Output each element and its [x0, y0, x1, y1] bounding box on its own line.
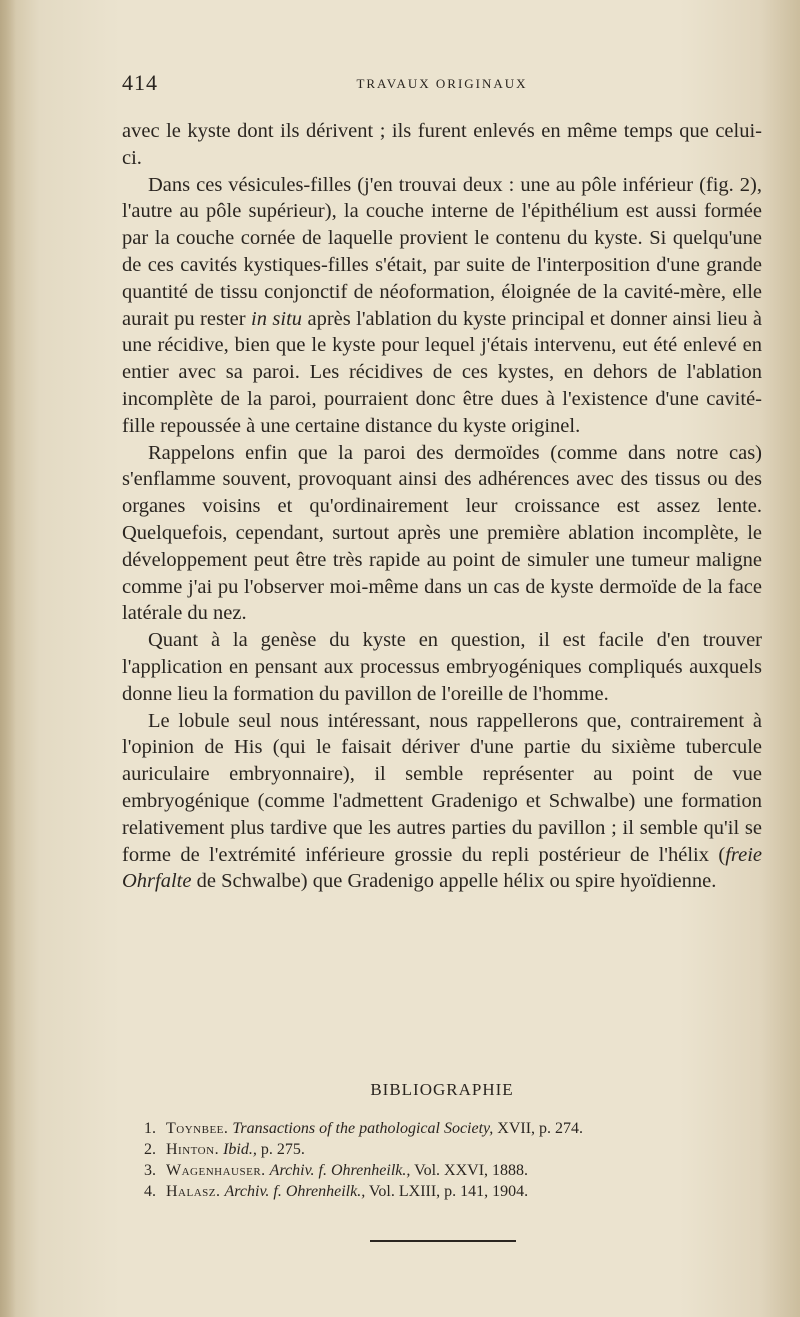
bibliography-list: [122, 1118, 762, 1202]
entry-number: 2.: [144, 1141, 156, 1158]
paragraph-4: Quant à la genèse du kyste en question, il est facile d'en trouver l'application en pensant aux processus embryogéniques compliqués auxquels donne lieu la formation du pavillon de l'oreille de l'homme.: [122, 629, 762, 705]
entry-details: Vol. LXIII, p. 141, 1904.: [368, 1183, 529, 1200]
paragraph-1: avec le kyste dont ils dérivent ; ils furent enlevés en même temps que celui-ci.: [122, 120, 762, 169]
entry-details: XVII, p. 274.: [497, 1120, 584, 1137]
entry-author: Hinton.: [166, 1141, 220, 1158]
bibliography-entry: [142, 1160, 762, 1181]
bibliography: [122, 1080, 762, 1202]
entry-author: Wagenhauser.: [166, 1162, 266, 1179]
entry-title: Archiv. f. Ohrenheilk.,: [224, 1183, 366, 1200]
entry-title: Transactions of the pathological Society,: [232, 1120, 494, 1137]
paragraph-3: Rappelons enfin que la paroi des dermoïdes (comme dans notre cas) s'enflamme souvent, provoquant ainsi des adhérences avec des tissus ou des organes voisins et qu'ordinairement leur croissance est assez lente. Quelquefois, cependant, surtout après une première ablation incomplète, le développement peut être très rapide au point de simuler une tumeur maligne comme j'ai pu l'observer moi-même dans un cas de kyste dermoïde de la face latérale du nez.: [122, 441, 762, 625]
entry-number: 4.: [144, 1183, 156, 1200]
paragraph-5: Le lobule seul nous intéressant, nous rappellerons que, contrairement à l'opinion de His (qui le faisait dériver d'une partie du sixième tubercule auriculaire embryonnaire), il semble représenter au point de vue embryogénique (comme l'admettent Gradenigo et Schwalbe) une formation relativement plus tardive que les autres parties du pavillon ; il semble qu'il se forme de l'extrémité inférieure grossie du repli postérieur de l'hélix (freie Ohrfalte de Schwalbe) que Gradenigo appelle hélix ou spire hyoïdienne.: [122, 709, 762, 893]
closing-rule: [370, 1240, 516, 1242]
running-title: TRAVAUX ORIGINAUX: [356, 76, 528, 91]
bibliography-entry: [142, 1118, 762, 1139]
page-number: 414: [122, 70, 158, 95]
body-text: [122, 118, 762, 895]
entry-details: Vol. XXVI, 1888.: [414, 1162, 529, 1179]
italic-term: freie Ohrfalte: [122, 843, 762, 893]
entry-details: p. 275.: [260, 1141, 305, 1158]
italic-term: in situ: [251, 307, 303, 330]
entry-author: Toynbee.: [166, 1120, 229, 1137]
bibliography-entry: [142, 1139, 762, 1160]
bibliography-entry: [142, 1181, 762, 1202]
entry-number: 3.: [144, 1162, 156, 1179]
paragraph-2: Dans ces vésicules-filles (j'en trouvai deux : une au pôle inférieur (fig. 2), l'autre au pôle supérieur), la couche interne de l'épithélium est aussi formée par la couche cornée de laquelle provient le contenu du kyste. Si quelqu'une de ces cavités kystiques-filles s'était, par suite de l'interposition d'une grande quantité de tissu conjonctif de néoformation, éloignée de la cavité-mère, elle aurait pu rester in situ après l'ablation du kyste principal et donner ainsi lieu à une récidive, bien que le kyste pour lequel j'étais intervenu, eut été enlevé en entier avec sa paroi. Les récidives de ces kystes, en dehors de l'ablation incomplète de la paroi, pourraient donc être dues à l'existence d'une cavité-fille repoussée à une certaine distance du kyste originel.: [122, 173, 762, 437]
entry-number: 1.: [144, 1120, 156, 1137]
entry-title: Archiv. f. Ohrenheilk.,: [269, 1162, 411, 1179]
entry-title: Ibid.,: [223, 1141, 257, 1158]
page-header: [122, 70, 762, 100]
entry-author: Halasz.: [166, 1183, 221, 1200]
bibliography-title: BIBLIOGRAPHIE: [370, 1080, 514, 1099]
